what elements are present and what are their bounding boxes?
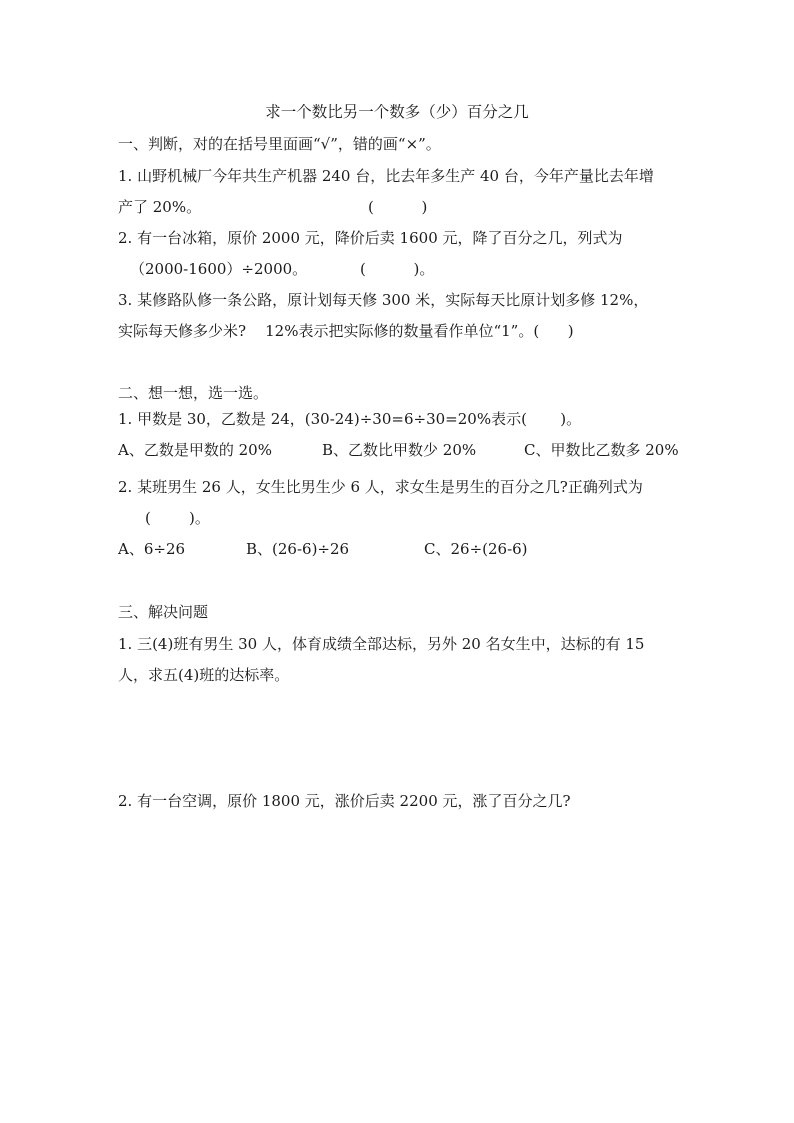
s2-q1-line: 1. 甲数是 30，乙数是 24，(30-24)÷30=6÷30=20%表示( )。 [118, 410, 582, 428]
s1-q1-answer-blank[interactable]: ( ) [368, 198, 428, 216]
s2-q1-option-c[interactable]: C、甲数比乙数多 20% [524, 441, 679, 459]
s1-q2-answer-blank[interactable]: ( )。 [360, 260, 435, 278]
s3-q2-line: 2. 有一台空调，原价 1800 元，涨价后卖 2200 元，涨了百分之几? [118, 792, 571, 810]
s2-q2-line1: 2. 某班男生 26 人，女生比男生少 6 人，求女生是男生的百分之几?正确列式为 [118, 478, 643, 496]
page-title: 求一个数比另一个数多（少）百分之几 [265, 103, 529, 121]
s1-q3-line1: 3. 某修路队修一条公路，原计划每天修 300 米，实际每天比原计划多修 12%， [118, 291, 649, 309]
s2-q1-option-b[interactable]: B、乙数比甲数少 20% [322, 441, 477, 459]
s1-q1-line1: 1. 山野机械厂今年共生产机器 240 台，比去年多生产 40 台，今年产量比去年增 [118, 167, 654, 185]
section1-heading: 一、判断，对的在括号里面画“√”，错的画“×”。 [118, 135, 441, 153]
s2-q2-option-c[interactable]: C、26÷(26-6) [424, 540, 528, 558]
s1-q1-line2: 产了 20%。 [118, 198, 202, 216]
s1-q2-line2: （2000-1600）÷2000。 [130, 260, 308, 278]
s2-q2-option-a[interactable]: A、6÷26 [118, 540, 186, 558]
s2-q1-option-a[interactable]: A、乙数是甲数的 20% [118, 441, 272, 459]
s1-q3-line2: 实际每天修多少米? 12%表示把实际修的数量看作单位“1”。( ) [118, 322, 574, 340]
s2-q2-option-b[interactable]: B、(26-6)÷26 [246, 540, 350, 558]
section3-heading: 三、解决问题 [118, 603, 209, 621]
s2-q2-line2: ( )。 [145, 509, 210, 527]
s3-q1-line2: 人，求五(4)班的达标率。 [118, 666, 290, 684]
section2-heading: 二、想一想，选一选。 [118, 384, 269, 402]
s1-q2-line1: 2. 有一台冰箱，原价 2000 元，降价后卖 1600 元，降了百分之几，列式为 [118, 229, 623, 247]
s3-q1-line1: 1. 三(4)班有男生 30 人，体育成绩全部达标，另外 20 名女生中，达标的有 15 [118, 635, 645, 653]
